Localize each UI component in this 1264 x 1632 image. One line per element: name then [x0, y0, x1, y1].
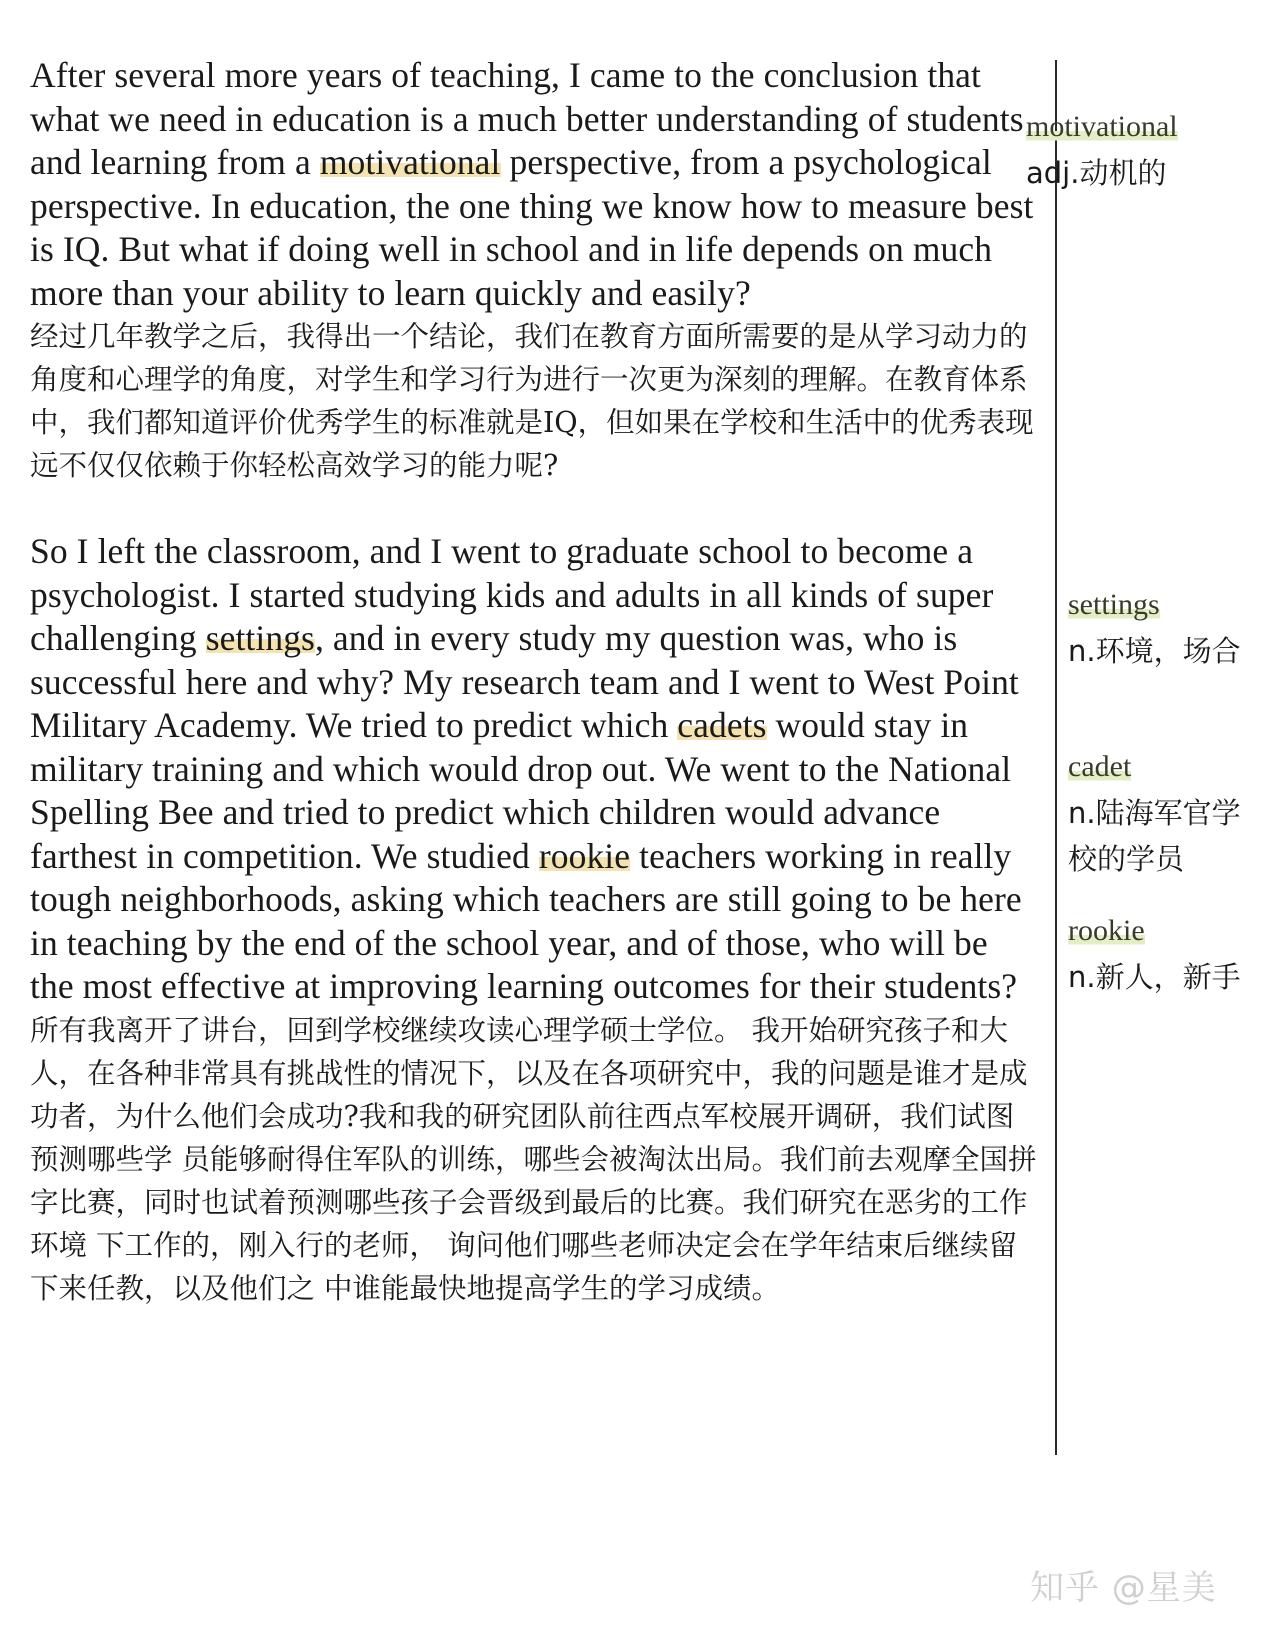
- glossary-entry-motivational: [1026, 108, 1262, 196]
- glossary-definition: adj.动机的: [1026, 156, 1167, 190]
- column-divider: [1055, 60, 1057, 1455]
- watermark: 知乎 @星美: [1030, 1568, 1217, 1608]
- main-text-column: [30, 54, 1040, 1310]
- paragraph-2-english: So I left the classroom, and I went to graduate school to become a psychologist. I started studying kids and adults in all kinds of super challenging settings, and in every study my question was, who is successful here and why? My research team and I went to West Point Military Academy. We tried to predict which cadets would stay in military training and which would drop out. We went to the National Spelling Bee and tried to predict which children would advance farthest in competition. We studied rookie teachers working in really tough neighborhoods, asking which teachers are still going to be here in teaching by the end of the school year, and of those, who will be the most effective at improving learning outcomes for their students?: [30, 531, 1022, 1006]
- glossary-entry-cadet: [1068, 748, 1258, 882]
- highlight-motivational: motivational: [319, 142, 501, 182]
- highlight-cadets: cadets: [677, 705, 767, 745]
- highlight-rookie: rookie: [538, 835, 631, 876]
- paragraph-1-english: After several more years of teaching, I came to the conclusion that what we need in education is a much better understanding of students and learning from a motivational perspective, from a psychological perspective. In education, the one thing we know how to measure best is IQ. But what if doing well in school and in life depends on much more than your ability to learn quickly and easily?: [30, 55, 1034, 313]
- glossary-definition: n.环境，场合: [1068, 634, 1241, 668]
- glossary-word: settings: [1068, 586, 1160, 624]
- glossary-entry-rookie: [1068, 912, 1258, 1000]
- glossary-definition: n.新人，新手: [1068, 960, 1241, 994]
- glossary-entry-settings: [1068, 586, 1258, 674]
- glossary-word: rookie: [1068, 912, 1145, 950]
- paragraph-2-chinese: 所有我离开了讲台，回到学校继续攻读心理学硕士学位。 我开始研究孩子和大人，在各种非常具有挑战性的情况下，以及在各项研究中，我的问题是谁才是成功者，为什么他们会成功?我和我的研究团队前往西点军校展开调研，我们试图预测哪些学 员能够耐得住军队的训练，哪些会被淘汰出局。我们前去观摩全国拼字比赛，同时也试着预测哪些孩子会晋级到最后的比赛。我们研究在恶劣的工作环境 下工作的，刚入行的老师， 询问他们哪些老师决定会在学年结束后继续留下来任教，以及他们之 中谁能最快地提高学生的学习成绩。: [30, 1013, 1037, 1305]
- glossary-word: cadet: [1068, 748, 1131, 786]
- glossary-definition: n.陆海军官学校的学员: [1068, 796, 1241, 876]
- glossary-word: motivational: [1026, 108, 1178, 146]
- highlight-settings: settings: [205, 618, 315, 658]
- paragraph-1-chinese: 经过几年教学之后，我得出一个结论，我们在教育方面所需要的是从学习动力的角度和心理学的角度，对学生和学习行为进行一次更为深刻的理解。在教育体系中，我们都知道评价优秀学生的标准就是IQ，但如果在学校和生活中的优秀表现远不仅仅依赖于你轻松高效学习的能力呢?: [30, 320, 1034, 482]
